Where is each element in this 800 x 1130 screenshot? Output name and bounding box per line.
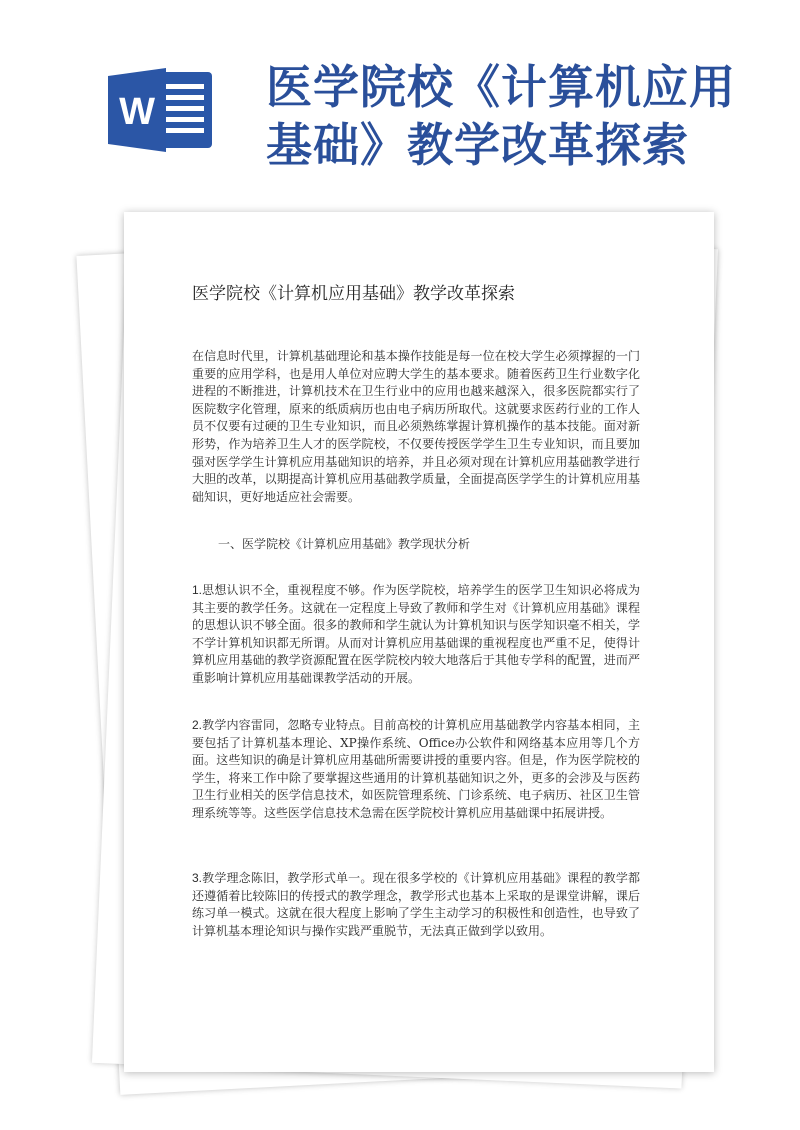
point-3-text: 教学理念陈旧，教学形式单一。现在很多学校的《计算机应用基础》课程的教学都还遵循着比较陈旧的传授式的教学理念，教学形式也基本上采取的是课堂讲解，课后练习单一模式。这就在很大程度上影响了学生主动学习的积极性和创造性，也导致了计算机基本理论知识与操作实践严重脱节，无法真正做到学以致用。 bbox=[192, 871, 640, 938]
point-2-text: 教学内容雷同，忽略专业特点。目前高校的计算机应用基础教学内容基本相同，主要包括了计算机基本理论、XP操作系统、Office办公软件和网络基本应用等几个方面。这些知识的确是计算机应用基础所需要讲授的重要内容。但是，作为医学院校的学生，将来工作中除了要掌握这些通用的计算机基础知识之外，更多的会涉及与医药卫生行业相关的医学信息技术，如医院管理系统、门诊系统、电子病历、社区卫生管理系统等等。这些医学信息技术急需在医学院校计算机应用基础课中拓展讲授。 bbox=[192, 718, 640, 820]
point-2-number: 2. bbox=[192, 718, 203, 732]
intro-paragraph: 在信息时代里，计算机基础理论和基本操作技能是每一位在校大学生必须撑握的一门重要的应用学科，也是用人单位对应聘大学生的基本要求。随着医药卫生行业数字化进程的不断推进，计算机技术在卫生行业中的应用也越来越深入，很多医院都实行了医院数字化管理，原来的纸质病历也由电子病历所取代。这就要求医药行业的工作人员不仅要有过硬的卫生专业知识，而且必须熟练掌握计算机操作的基本技能。面对新形势，作为培养卫生人才的医学院校，不仅要传授医学学生卫生专业知识，而且要加强对医学学生计算机应用基础知识的培养，并且必须对现在计算机应用基础教学进行大胆的改革，以期提高计算机应用基础教学质量，全面提高医学学生的计算机应用基础知识，更好地适应社会需要。 bbox=[192, 349, 640, 504]
point-1 bbox=[192, 582, 640, 688]
section-heading: 一、医学院校《计算机应用基础》教学现状分析 bbox=[218, 537, 471, 551]
banner-title: 医学院校《计算机应用基础》教学改革探索 bbox=[266, 60, 736, 172]
point-1-text: 思想认识不全，重视程度不够。作为医学院校，培养学生的医学卫生知识必将成为其主要的教学任务。这就在一定程度上导致了教师和学生对《计算机应用基础》课程的思想认识不够全面。很多的教师和学生就认为计算机知识与医学知识毫不相关，学不学计算机知识都无所谓。从而对计算机应用基础课的重视程度也严重不足，使得计算机应用基础的教学资源配置在医学院校内较大地落后于其他专学科的配置，进而严重影响计算机应用基础课教学活动的开展。 bbox=[192, 583, 640, 685]
document-page bbox=[124, 212, 714, 1072]
word-document-icon bbox=[108, 66, 214, 154]
document-title: 医学院校《计算机应用基础》教学改革探索 bbox=[192, 284, 515, 304]
point-3-number: 3. bbox=[192, 871, 203, 885]
word-icon-letter: W bbox=[119, 91, 155, 133]
banner bbox=[0, 0, 800, 230]
point-3 bbox=[192, 870, 640, 940]
point-1-number: 1. bbox=[192, 583, 203, 597]
point-2 bbox=[192, 717, 640, 823]
